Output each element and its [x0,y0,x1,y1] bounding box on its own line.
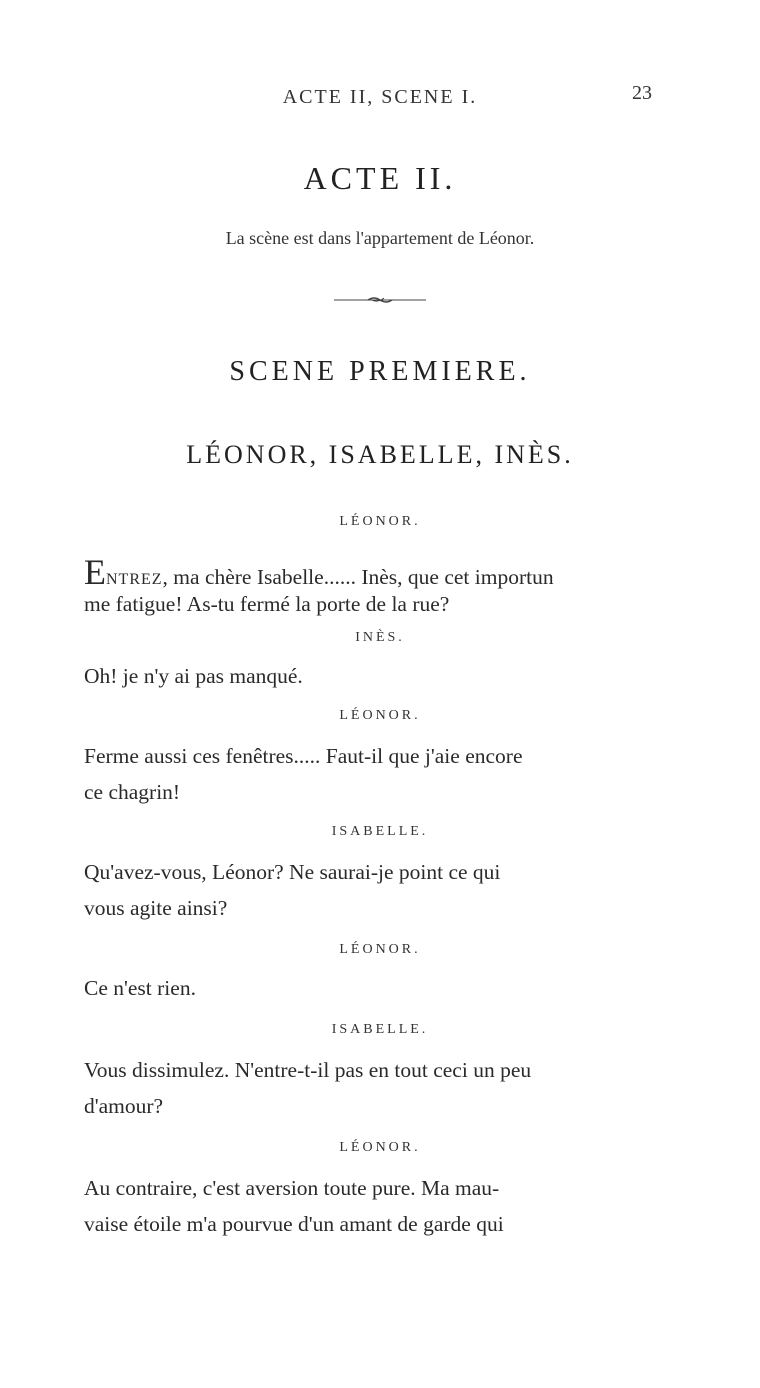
speaker-label: LÉONOR. [339,1140,421,1155]
dialogue-line: Qu'avez-vous, Léonor? Ne saurai-je point ce qui [84,860,501,884]
scene-characters: LÉONOR, ISABELLE, INÈS. [186,440,574,469]
dialogue-line: me fatigue! As-tu fermé la porte de la rue? [84,592,450,616]
scene-setting: La scène est dans l'appartement de Léonor. [225,228,535,248]
speaker-label: LÉONOR. [339,708,421,723]
speaker-label: INÈS. [355,630,405,645]
speaker-label: LÉONOR. [339,942,421,957]
drop-cap: E [84,552,106,592]
act-title: ACTE II. [303,160,457,196]
ornament-rule-icon [330,296,430,304]
speaker-label: LÉONOR. [339,514,421,529]
dialogue-line: Au contraire, c'est aversion toute pure. Ma mau- [84,1176,500,1200]
scene-title: SCENE PREMIERE. [229,356,531,387]
dialogue-line: vaise étoile m'a pourvue d'un amant de garde qui [84,1212,504,1236]
dialogue-line [84,554,684,590]
dialogue-line: d'amour? [84,1094,164,1118]
dialogue-line: Vous dissimulez. N'entre-t-il pas en tout ceci un peu [84,1058,532,1082]
page-number: 23 [632,82,652,104]
opening-smallcaps: NTREZ [106,571,163,588]
speaker-label: ISABELLE. [331,824,429,839]
dialogue-line-text: , ma chère Isabelle...... Inès, que cet importun [162,565,554,589]
dialogue-line: Oh! je n'y ai pas manqué. [84,664,303,688]
dialogue-line: Ce n'est rien. [84,976,196,1000]
speaker-label: ISABELLE. [331,1022,429,1037]
dialogue-line: ce chagrin! [84,780,181,804]
dialogue-line: vous agite ainsi? [84,896,228,920]
running-head: ACTE II, SCENE I. [282,86,478,108]
dialogue-line: Ferme aussi ces fenêtres..... Faut-il que j'aie encore [84,744,523,768]
